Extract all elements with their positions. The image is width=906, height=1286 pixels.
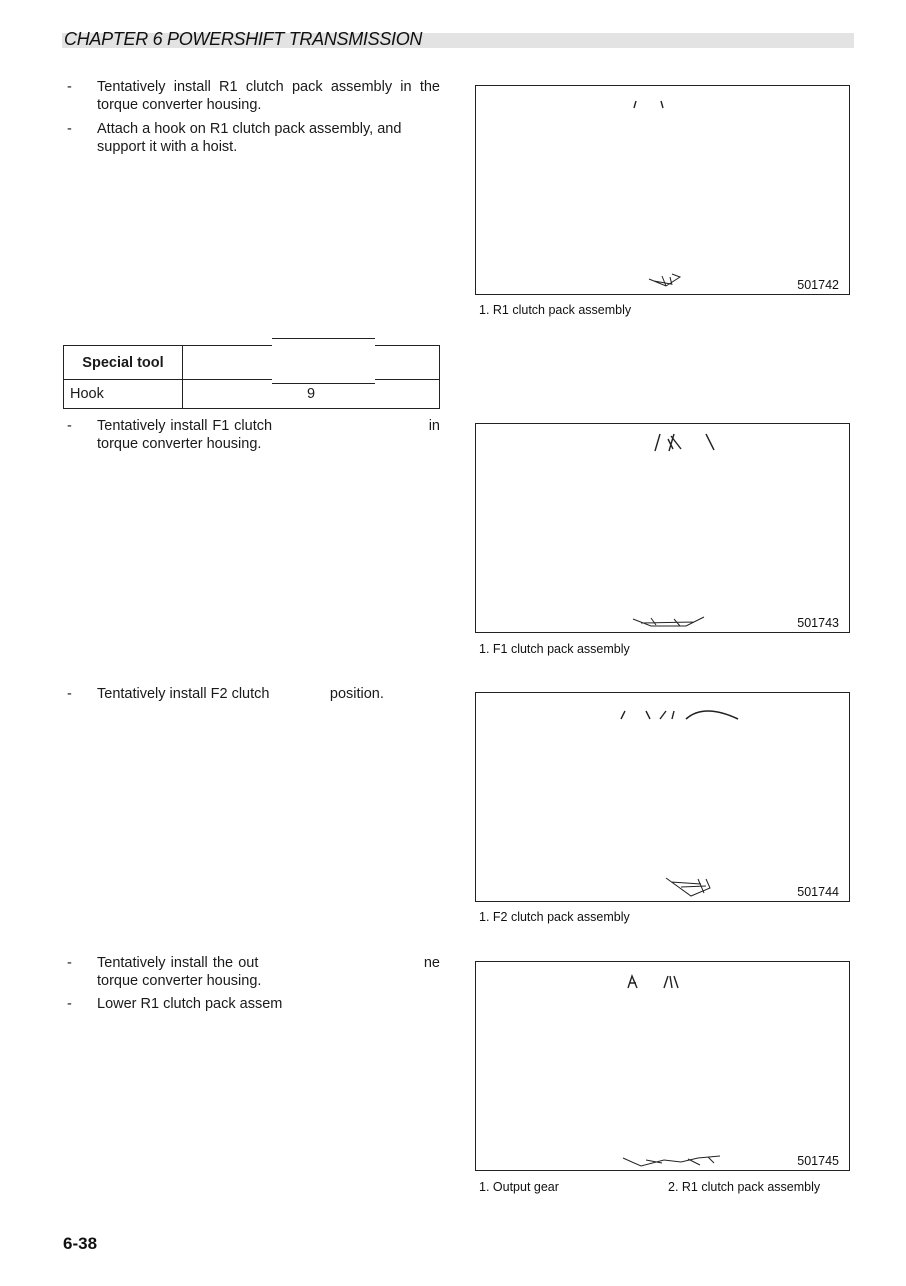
figure-caption: 2. R1 clutch pack assembly	[668, 1180, 821, 1194]
figure-caption: 1. F1 clutch pack assembly	[479, 642, 630, 656]
page-number: 6-38	[63, 1234, 98, 1253]
step-4	[67, 685, 440, 703]
bullet-dash: -	[67, 955, 72, 971]
figure-caption: 1. R1 clutch pack assembly	[479, 303, 632, 317]
figure-code: 501742	[797, 278, 839, 292]
step-1	[67, 78, 440, 114]
masked-region	[272, 338, 375, 384]
table-cell-tool: Hook	[64, 380, 183, 409]
bullet-dash: -	[67, 418, 72, 434]
step-5	[67, 954, 445, 990]
step-text: Tentatively install F2 clutch position.	[97, 686, 384, 702]
figure-code: 501744	[797, 885, 839, 899]
figure-501742	[475, 85, 850, 295]
chapter-title: CHAPTER 6 POWERSHIFT TRANSMISSION	[64, 29, 423, 49]
step-text: Tentatively install the out ne torque converter housing.	[97, 955, 445, 989]
figure-501744	[475, 692, 850, 902]
figure-caption: 1. F2 clutch pack assembly	[479, 910, 630, 924]
clutch-pack-illustration	[476, 86, 851, 296]
figure-501745	[475, 961, 850, 1171]
step-6	[67, 995, 440, 1013]
step-2	[67, 120, 440, 156]
table-cell-part: 9	[183, 380, 440, 409]
special-tool-table	[63, 345, 440, 409]
step-text: Lower R1 clutch pack assem	[97, 996, 283, 1012]
step-text: Tentatively install F1 clutch in torque converter housing.	[97, 418, 445, 452]
assembly-illustration	[476, 962, 851, 1172]
table-header-special-tool: Special tool	[64, 346, 183, 380]
bullet-dash: -	[67, 121, 72, 137]
step-3	[67, 417, 445, 453]
table-row	[64, 380, 440, 409]
figure-code: 501743	[797, 616, 839, 630]
step-text: Attach a hook on R1 clutch pack assembly, and support it with a hoist.	[97, 121, 402, 155]
figure-caption: 1. Output gear	[479, 1180, 559, 1194]
figure-code: 501745	[797, 1154, 839, 1168]
clutch-pack-illustration	[476, 693, 851, 903]
clutch-pack-illustration	[476, 424, 851, 634]
bullet-dash: -	[67, 996, 72, 1012]
step-text: Tentatively install R1 clutch pack assembly in the torque converter housing.	[97, 79, 440, 113]
bullet-dash: -	[67, 686, 72, 702]
bullet-dash: -	[67, 79, 72, 95]
figure-501743	[475, 423, 850, 633]
